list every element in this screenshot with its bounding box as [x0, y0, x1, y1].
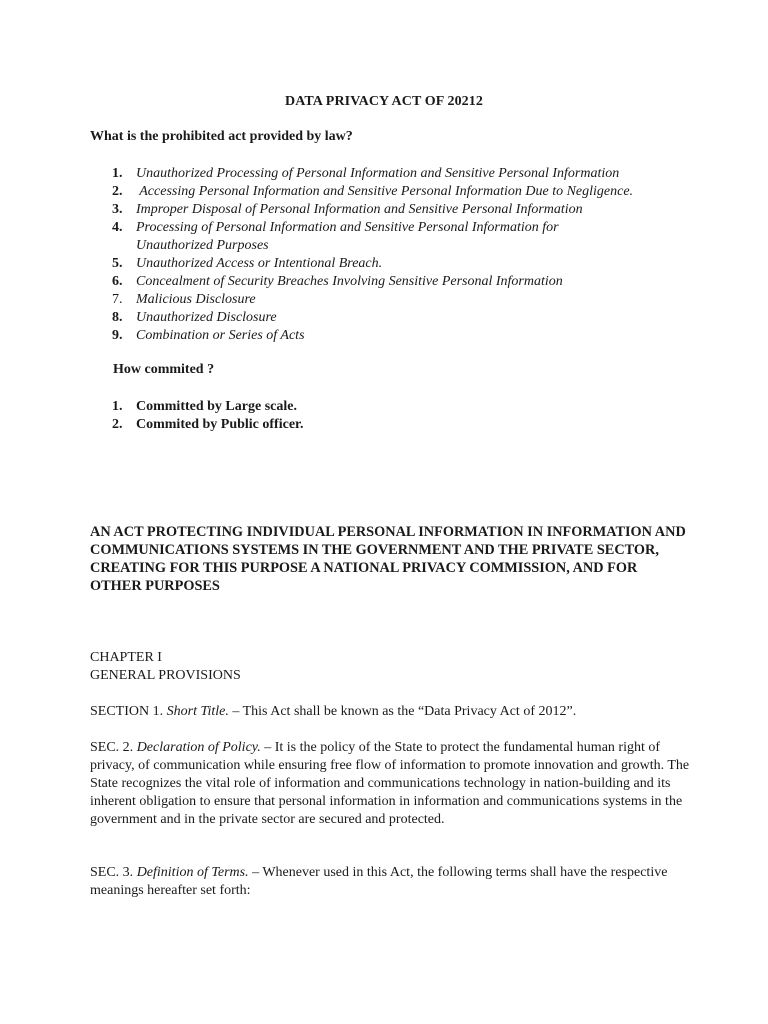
prohibited-acts-list	[112, 165, 692, 345]
list-number: 9.	[112, 328, 123, 343]
list-number: 2.	[112, 417, 123, 432]
section-body: – This Act shall be known as the “Data Privacy Act of 2012”.	[228, 704, 577, 719]
section-heading: Declaration of Policy.	[136, 740, 261, 755]
section-body: – Whenever used in this Act, the following terms shall have the respective meanings hereafter set forth:	[90, 865, 668, 898]
list-number: 1.	[112, 399, 123, 414]
list-item	[112, 255, 692, 273]
how-committed-list	[112, 398, 512, 434]
list-item	[112, 201, 692, 219]
list-item	[112, 183, 692, 201]
section-body: – It is the policy of the State to protect the fundamental human right of privacy, of communication while ensuring free flow of information to promote innovation and growth. The State recognizes the vital role of information and communications technology in nation-building and its inherent obligation to ensure that personal information in information and communications systems in the government and in the private sector are secured and protected.	[90, 740, 690, 827]
list-number: 5.	[112, 256, 123, 271]
section-heading: Short Title.	[166, 704, 229, 719]
list-number: 8.	[112, 310, 123, 325]
list-item-text: Commited by Public officer.	[136, 417, 304, 432]
list-item	[112, 165, 692, 183]
list-item-text: Unauthorized Disclosure	[136, 310, 277, 325]
list-item-text: Committed by Large scale.	[136, 399, 297, 414]
list-number: 4.	[112, 220, 123, 235]
list-number: 6.	[112, 274, 123, 289]
prohibited-act-question: What is the prohibited act provided by law?	[90, 129, 353, 144]
section-prefix: SECTION 1.	[90, 704, 167, 719]
list-item-text: Combination or Series of Acts	[136, 328, 305, 343]
section-prefix: SEC. 3.	[90, 865, 137, 880]
section-1-paragraph	[90, 703, 690, 721]
section-2-paragraph	[90, 739, 690, 829]
list-item-text: Unauthorized Processing of Personal Information and Sensitive Personal Information	[136, 166, 620, 181]
list-item-text: Processing of Personal Information and Sensitive Personal Information for Unauthorized Purposes	[136, 220, 559, 253]
how-committed-heading: How commited ?	[113, 362, 215, 377]
list-number: 2.	[112, 184, 123, 199]
list-number: 7.	[112, 292, 123, 307]
list-number: 3.	[112, 202, 123, 217]
section-3-paragraph	[90, 864, 690, 900]
chapter-heading	[90, 649, 241, 685]
section-prefix: SEC. 2.	[90, 740, 137, 755]
list-item-text: Unauthorized Access or Intentional Breach.	[136, 256, 383, 271]
list-item-text: Malicious Disclosure	[136, 292, 256, 307]
document-title: DATA PRIVACY ACT OF 20212	[284, 94, 483, 109]
list-item-text: Improper Disposal of Personal Information and Sensitive Personal Information	[136, 202, 583, 217]
chapter-title: GENERAL PROVISIONS	[90, 668, 241, 683]
list-item	[112, 291, 692, 309]
chapter-label: CHAPTER I	[90, 650, 162, 665]
list-number: 1.	[112, 166, 123, 181]
list-item	[112, 398, 512, 416]
list-item	[112, 309, 692, 327]
list-item	[112, 273, 692, 291]
list-item-text: Accessing Personal Information and Sensitive Personal Information Due to Negligence.	[136, 184, 634, 199]
list-item	[112, 416, 512, 434]
list-item	[112, 219, 616, 255]
list-item	[112, 327, 692, 345]
section-heading: Definition of Terms.	[136, 865, 249, 880]
list-item-text: Concealment of Security Breaches Involving Sensitive Personal Information	[136, 274, 563, 289]
act-long-title: AN ACT PROTECTING INDIVIDUAL PERSONAL INFORMATION IN INFORMATION AND COMMUNICATIONS SYSTEMS IN THE GOVERNMENT AND THE PRIVATE SECTOR, CREATING FOR THIS PURPOSE A NATIONAL PRIVACY COMMISSION, AND FOR OTHER PURPOSES	[90, 524, 686, 594]
